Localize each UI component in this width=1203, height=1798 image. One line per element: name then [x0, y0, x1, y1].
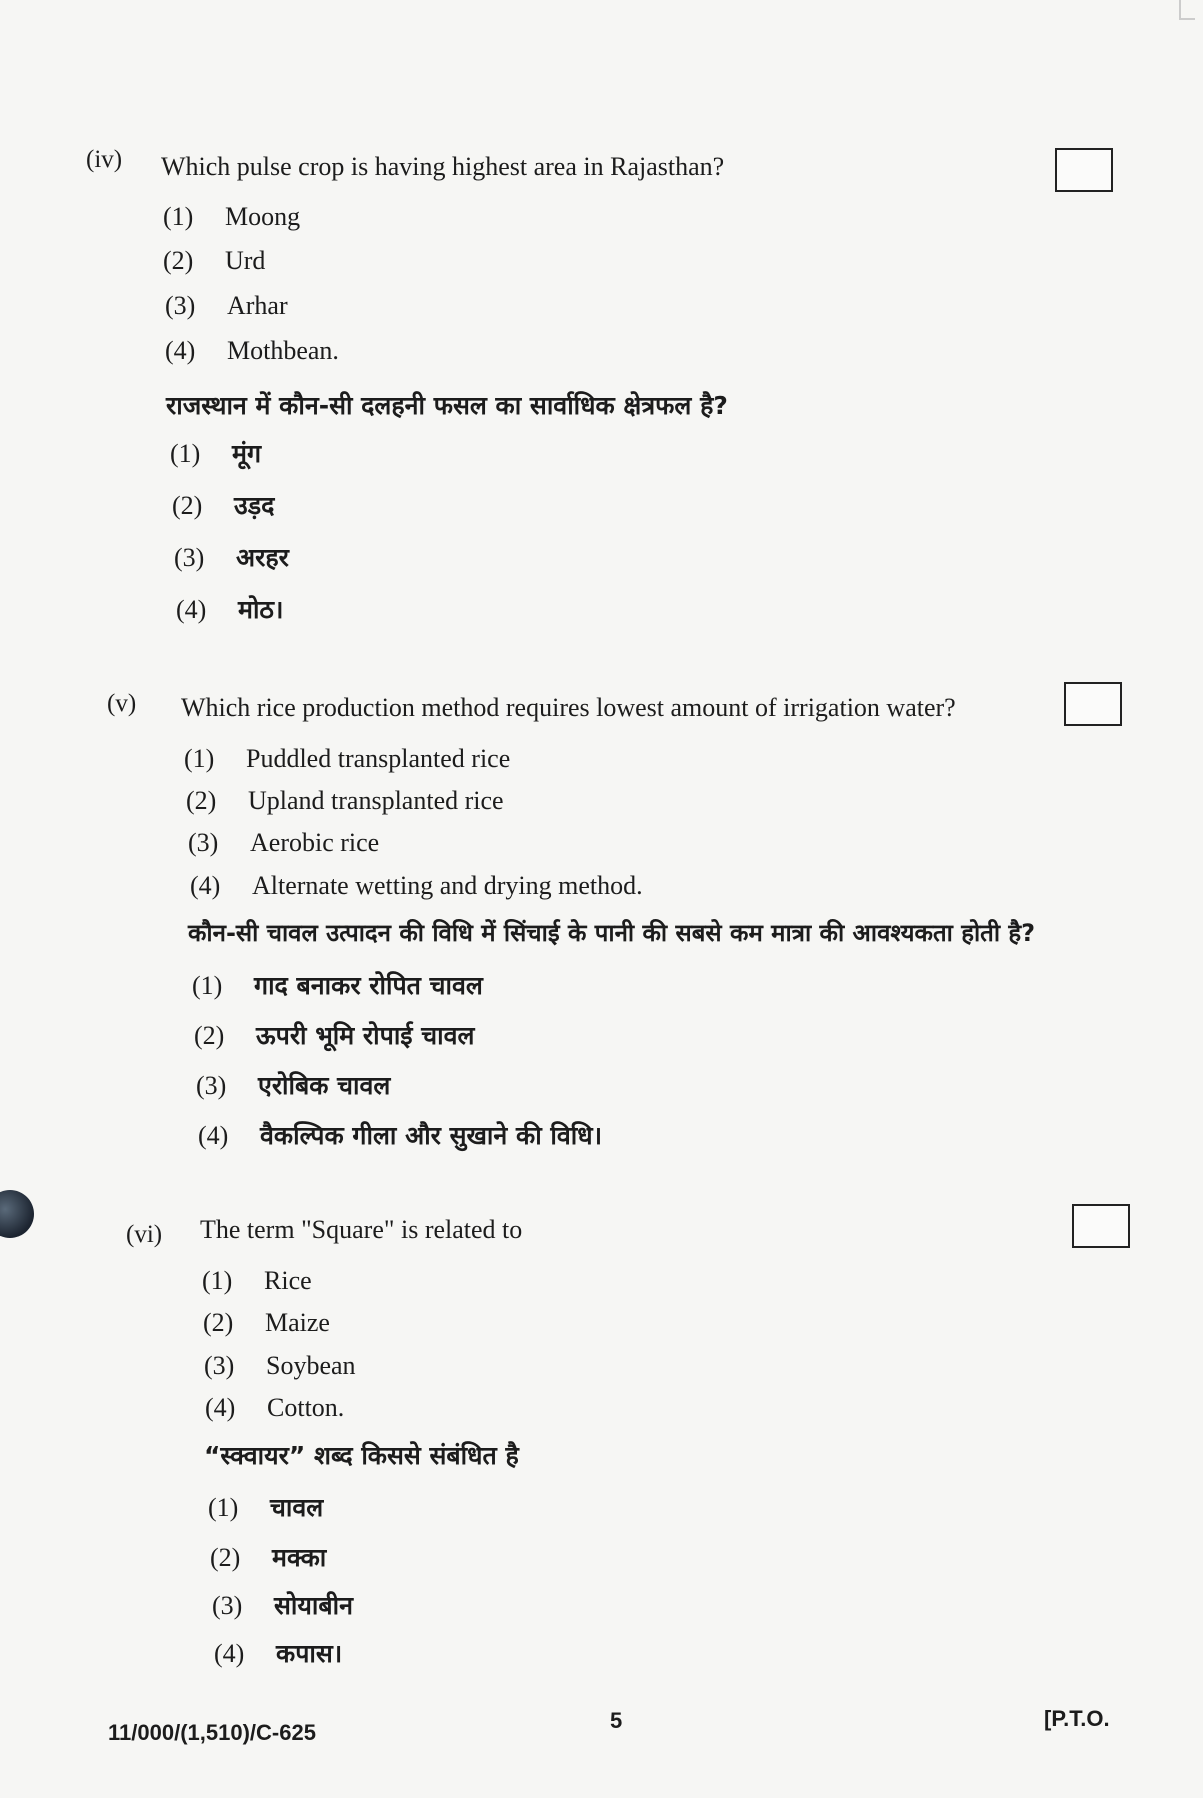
option-hi: (1) गाद बनाकर रोपित चावल — [192, 971, 483, 1000]
question-text-en: Which pulse crop is having highest area in Rajasthan? — [161, 152, 725, 181]
option-en: (1) Moong — [163, 202, 301, 231]
option-en: (2) Maize — [203, 1308, 330, 1337]
pto-label: [P.T.O. — [1044, 1706, 1110, 1731]
option-en: (3) Aerobic rice — [188, 828, 380, 857]
option-hi: (4) कपास। — [214, 1639, 343, 1668]
answer-box[interactable] — [1055, 148, 1113, 192]
question-number: (v) — [107, 690, 137, 717]
question-text-hi: कौन-सी चावल उत्पादन की विधि में सिंचाई के पानी की सबसे कम मात्रा की आवश्यकता होती है? — [188, 919, 1036, 947]
option-hi: (2) ऊपरी भूमि रोपाई चावल — [194, 1021, 475, 1050]
corner-mark — [1179, 0, 1195, 20]
option-hi: (2) उड़द — [172, 491, 275, 520]
option-en: (2) Upland transplanted rice — [186, 786, 504, 815]
question-text-hi: राजस्थान में कौन-सी दलहनी फसल का सार्वाधिक क्षेत्रफल है? — [166, 391, 728, 420]
question-text-hi: “स्क्वायर” शब्द किससे संबंधित है — [204, 1441, 519, 1470]
option-en: (4) Alternate wetting and drying method. — [190, 871, 643, 900]
question-number: (iv) — [86, 146, 123, 173]
option-hi: (1) चावल — [208, 1493, 324, 1522]
question-text-en: The term "Square" is related to — [200, 1215, 523, 1244]
option-en: (4) Mothbean. — [165, 336, 339, 365]
option-hi: (4) मोठ। — [176, 595, 284, 624]
answer-box[interactable] — [1064, 682, 1122, 726]
option-hi: (1) मूंग — [170, 439, 262, 468]
option-hi: (3) अरहर — [174, 543, 289, 572]
option-en: (1) Puddled transplanted rice — [184, 744, 511, 773]
option-hi: (4) वैकल्पिक गीला और सुखाने की विधि। — [198, 1121, 603, 1150]
option-en: (2) Urd — [163, 246, 266, 275]
page-number: 5 — [610, 1708, 623, 1733]
option-en: (1) Rice — [202, 1266, 312, 1295]
punch-hole — [0, 1190, 34, 1238]
option-en: (3) Arhar — [165, 291, 288, 320]
paper-code: 11/000/(1,510)/C-625 — [108, 1720, 316, 1745]
answer-box[interactable] — [1072, 1204, 1130, 1248]
option-hi: (3) सोयाबीन — [212, 1591, 353, 1620]
question-text-en: Which rice production method requires lowest amount of irrigation water? — [181, 693, 956, 722]
option-en: (3) Soybean — [204, 1351, 356, 1380]
option-hi: (2) मक्का — [210, 1543, 327, 1572]
option-en: (4) Cotton. — [205, 1393, 345, 1422]
question-number: (vi) — [126, 1221, 163, 1248]
option-hi: (3) एरोबिक चावल — [196, 1071, 391, 1100]
